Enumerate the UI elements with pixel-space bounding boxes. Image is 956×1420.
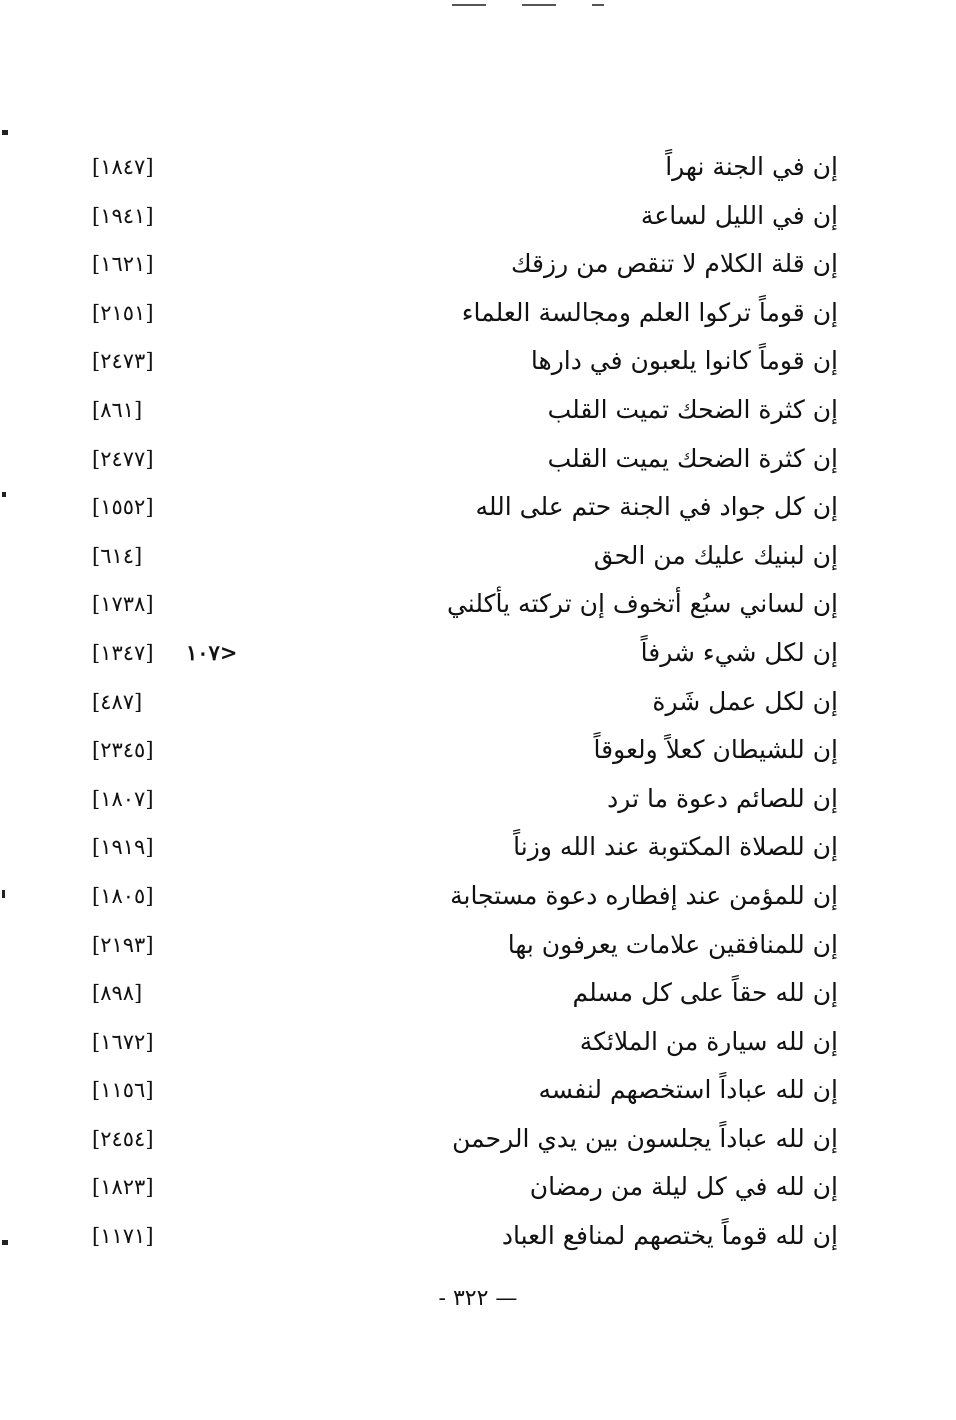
- hadith-text: إن قلة الكلام لا تنقص من رزقك: [510, 249, 838, 279]
- reference-number: [١١٧١]: [92, 1224, 154, 1249]
- list-item: [0, 871, 956, 920]
- hadith-text: إن لله قوماً يختصهم لمنافع العباد: [501, 1221, 838, 1251]
- hadith-text: إن كثرة الضحك تميت القلب: [547, 394, 838, 424]
- reference-number: [٢٤٥٤]: [92, 1126, 154, 1151]
- reference-number: [١٦٢١]: [92, 252, 154, 277]
- hadith-text: إن لله في كل ليلة من رمضان: [529, 1172, 838, 1202]
- list-item: [0, 142, 956, 191]
- hadith-text: إن لله سيارة من الملائكة: [579, 1026, 838, 1056]
- hadith-text: إن للمؤمن عند إفطاره دعوة مستجابة: [450, 880, 838, 910]
- hadith-text: إن في الجنة نهراً: [665, 152, 838, 181]
- list-item: [0, 1211, 956, 1260]
- hadith-text: إن لساني سبُع أتخوف إن تركته يأكلني: [446, 589, 838, 619]
- list-item: [0, 822, 956, 871]
- reference-number: [٨٩٨]: [92, 981, 143, 1006]
- reference-number: [٢٣٤٥]: [92, 738, 154, 763]
- top-rule: [522, 4, 556, 6]
- hadith-text: إن لكل شيء شرفاً: [640, 637, 838, 667]
- reference-number: [٦١٤]: [92, 543, 143, 568]
- reference-number: [١٣٤٧]: [92, 640, 154, 665]
- list-item: [0, 677, 956, 726]
- list-item: [0, 920, 956, 969]
- top-rule: [452, 4, 486, 6]
- list-item: [0, 774, 956, 823]
- reference-number: [١٨٢٣]: [92, 1175, 154, 1200]
- list-item: [0, 1162, 956, 1211]
- hadith-text: إن لله عباداً يجلسون بين يدي الرحمن: [452, 1123, 838, 1153]
- list-item: [0, 191, 956, 240]
- top-rule: [592, 4, 604, 6]
- reference-number: [١٨٠٥]: [92, 883, 154, 908]
- list-item: [0, 1114, 956, 1163]
- list-item: [0, 1065, 956, 1114]
- reference-number: [١٨٤٧]: [92, 155, 154, 179]
- hadith-text: إن للصائم دعوة ما ترد: [607, 783, 838, 813]
- hadith-text: إن كثرة الضحك يميت القلب: [547, 443, 838, 473]
- list-item: [0, 385, 956, 434]
- reference-number: [١٥٥٢]: [92, 495, 154, 520]
- reference-number: [١٨٠٧]: [92, 786, 154, 811]
- side-note: <١٠٧: [186, 639, 238, 665]
- hadith-text: إن لبنيك عليك من الحق: [593, 540, 838, 570]
- list-item: [0, 336, 956, 385]
- reference-number: [٢١٥١]: [92, 300, 154, 325]
- edge-mark: [2, 130, 8, 135]
- hadith-text: إن للصلاة المكتوبة عند الله وزناً: [513, 832, 838, 862]
- list-item: [0, 531, 956, 580]
- reference-number: [١٩١٩]: [92, 835, 154, 860]
- hadith-text: إن لكل عمل شَرة: [652, 686, 838, 716]
- hadith-text: إن لله حقاً على كل مسلم: [572, 978, 838, 1008]
- reference-number: [٤٨٧]: [92, 689, 143, 714]
- reference-number: [١٧٣٨]: [92, 592, 154, 617]
- list-item: [0, 968, 956, 1017]
- reference-number: [٢١٩٣]: [92, 932, 154, 957]
- list-item: [0, 239, 956, 288]
- list-item: [0, 579, 956, 628]
- hadith-index-list: [0, 142, 956, 1260]
- reference-number: [٢٤٧٧]: [92, 446, 154, 471]
- hadith-text: إن للشيطان كعلاً ولعوقاً: [593, 735, 838, 765]
- reference-number: [١١٥٦]: [92, 1078, 154, 1103]
- hadith-text: إن لله عباداً استخصهم لنفسه: [538, 1075, 838, 1105]
- reference-number: [١٩٤١]: [92, 203, 154, 228]
- list-item: [0, 288, 956, 337]
- reference-number: [٨٦١]: [92, 397, 143, 422]
- list-item: [0, 434, 956, 483]
- hadith-text: إن في الليل لساعة: [640, 200, 838, 230]
- hadith-text: إن للمنافقين علامات يعرفون بها: [507, 929, 838, 959]
- hadith-text: إن قوماً كانوا يلعبون في دارها: [530, 346, 838, 376]
- reference-number: [١٦٧٢]: [92, 1029, 154, 1054]
- list-item: [0, 725, 956, 774]
- list-item: [0, 1017, 956, 1066]
- page-number: — ٣٢٢ -: [438, 1286, 518, 1311]
- hadith-text: إن قوماً تركوا العلم ومجالسة العلماء: [461, 297, 838, 327]
- list-item: [0, 628, 956, 677]
- reference-number: [٢٤٧٣]: [92, 349, 154, 374]
- list-item: [0, 482, 956, 531]
- hadith-text: إن كل جواد في الجنة حتم على الله: [475, 492, 838, 522]
